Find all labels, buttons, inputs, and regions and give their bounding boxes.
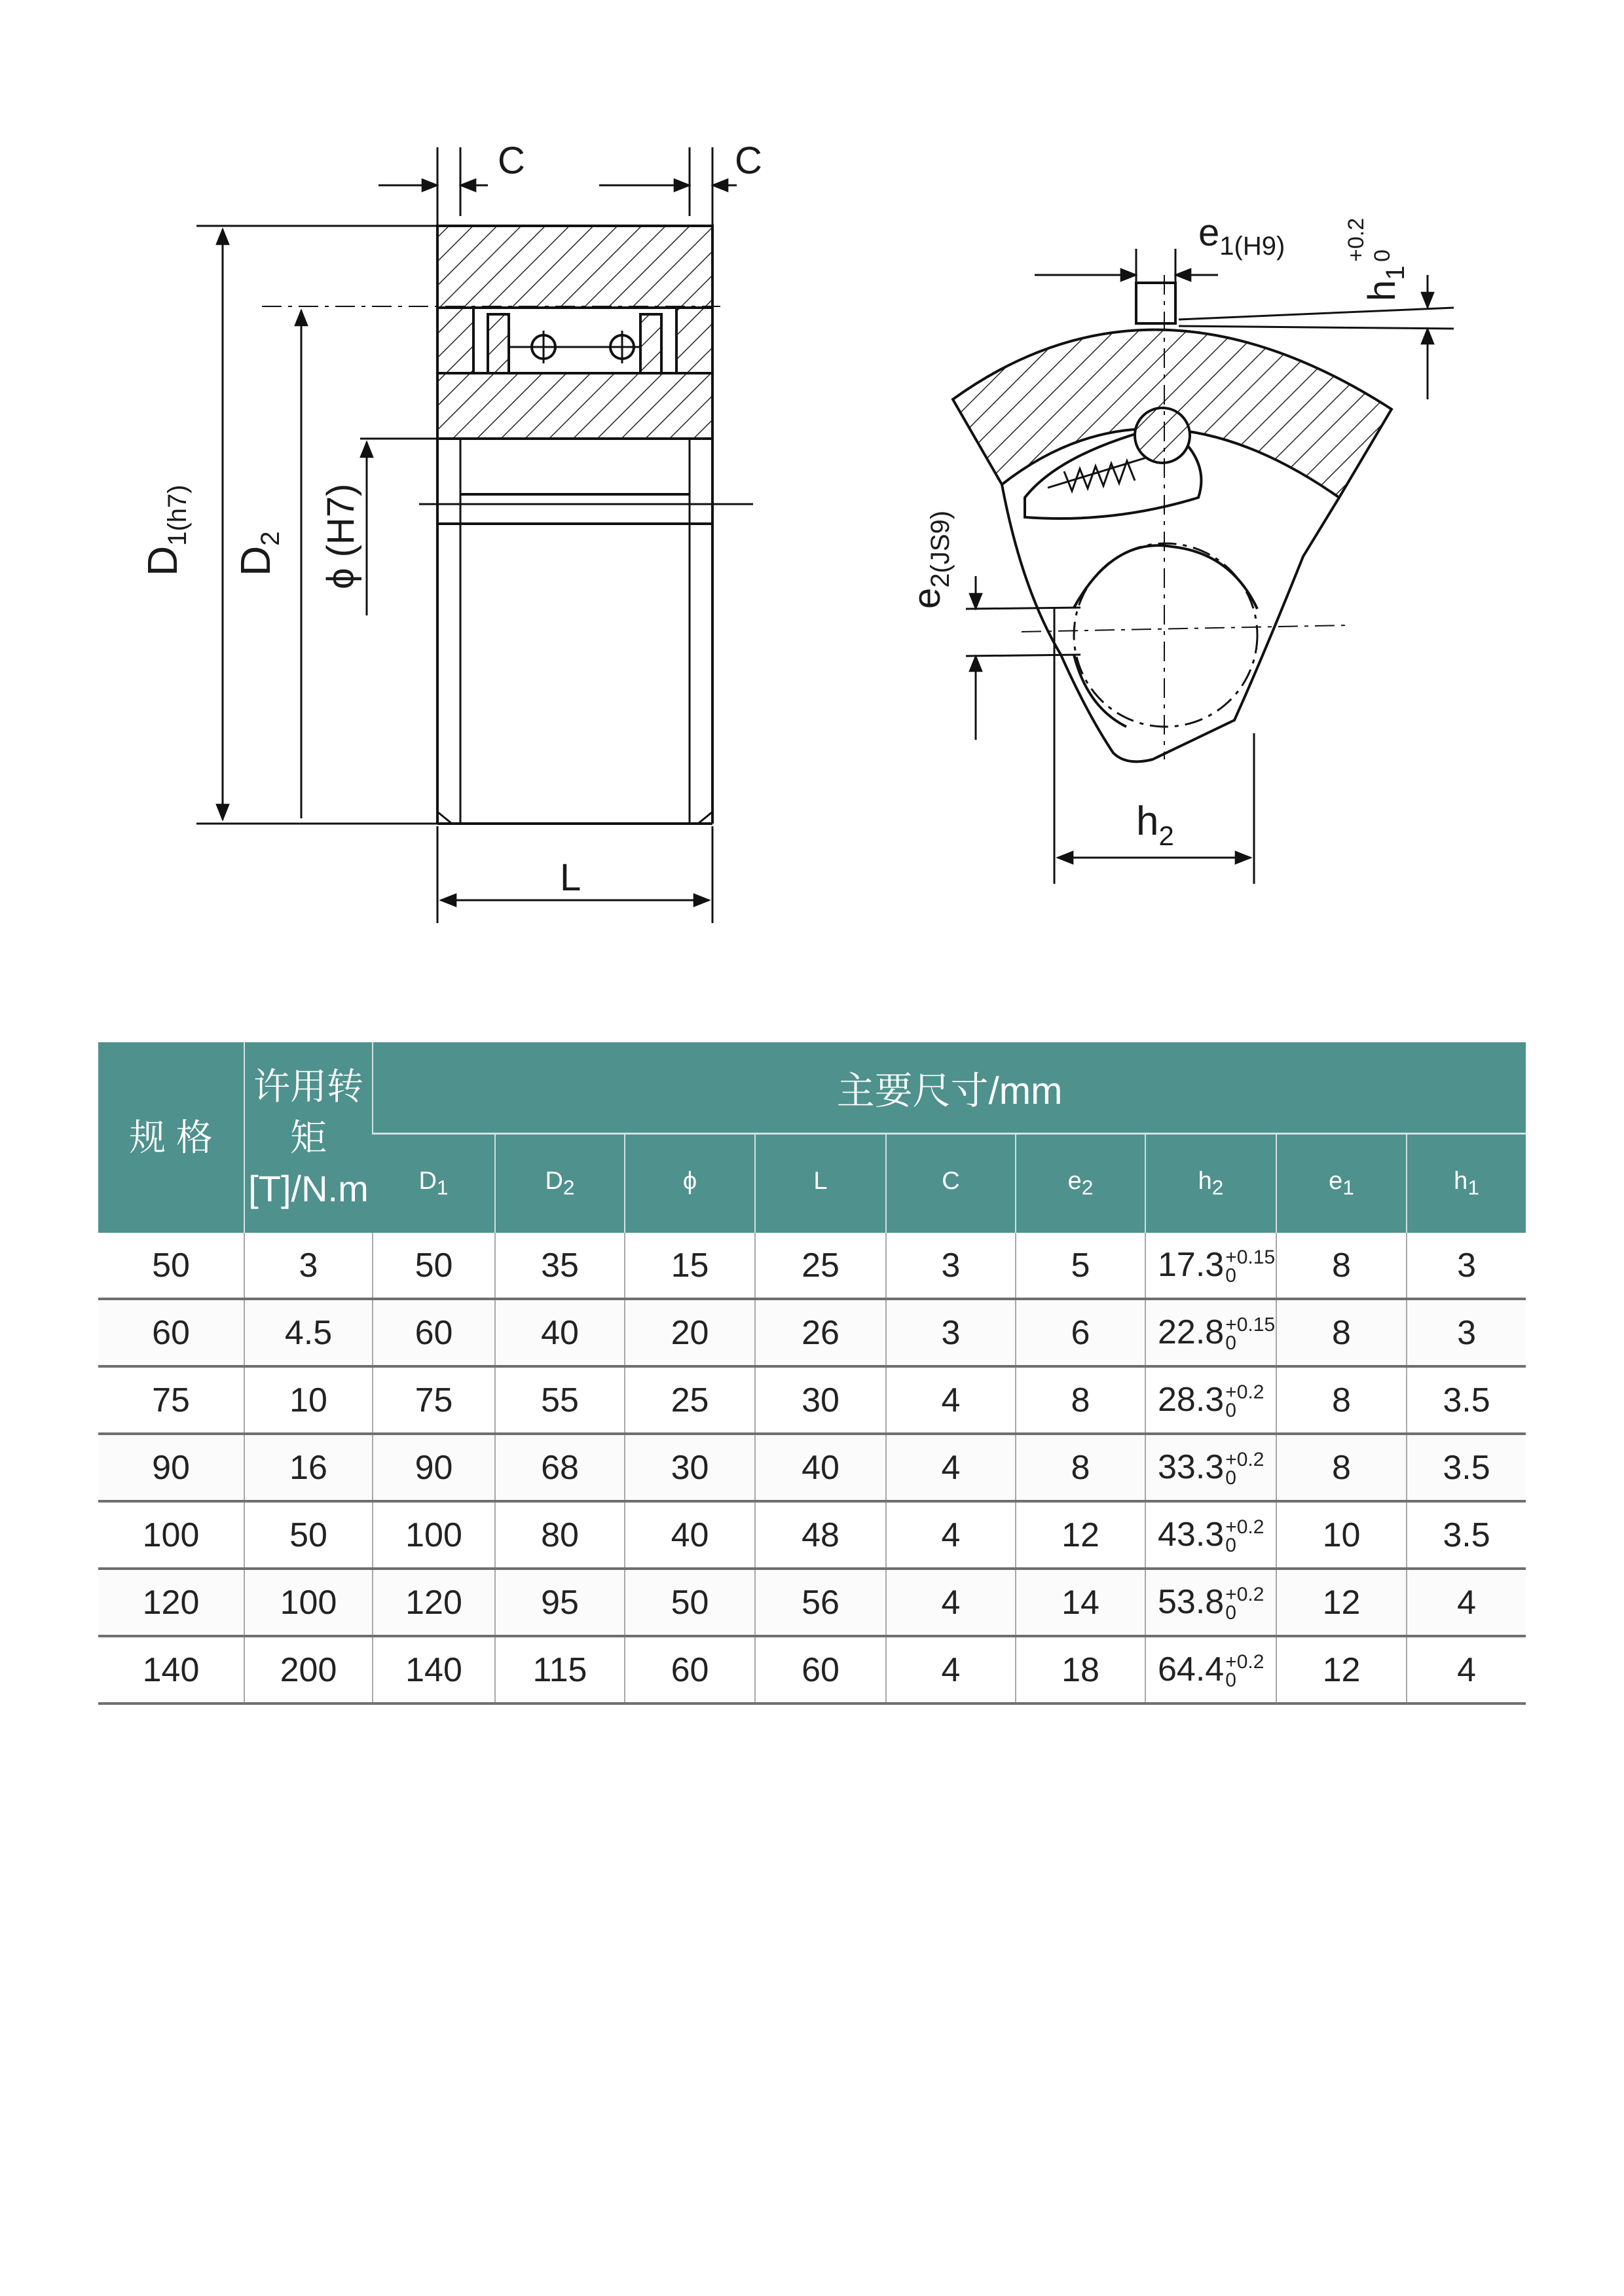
- e2-label-main: e: [906, 587, 948, 609]
- cell-h2: 17.3 +0.15 0: [1145, 1233, 1276, 1299]
- cell-spec: 120: [98, 1569, 244, 1636]
- cell-l: 56: [755, 1569, 886, 1636]
- cell-l: 60: [755, 1636, 886, 1704]
- bore-label: ϕ (H7): [320, 483, 362, 589]
- col-e1: $e_1$: [1276, 1134, 1407, 1233]
- cell-c: 3: [886, 1233, 1016, 1299]
- cell-e2: 18: [1016, 1636, 1145, 1704]
- col-d1: $D_1$: [373, 1134, 495, 1233]
- cell-c: 3: [886, 1299, 1016, 1366]
- cell-e1: 12: [1276, 1636, 1407, 1704]
- col-phi: ϕ: [625, 1134, 755, 1233]
- cell-phi: 50: [625, 1569, 755, 1636]
- col-l: L: [755, 1134, 886, 1233]
- cell-torque: 16: [244, 1434, 373, 1501]
- cell-d1: 140: [373, 1636, 495, 1704]
- cell-h1: 3.5: [1407, 1366, 1526, 1434]
- cell-d2: 55: [495, 1366, 625, 1434]
- inner-ring-section: [437, 373, 712, 439]
- cell-d2: 80: [495, 1501, 625, 1569]
- cell-e1: 8: [1276, 1434, 1407, 1501]
- torque-header: [244, 1042, 373, 1233]
- e1-label: [1198, 211, 1285, 261]
- cell-e2: 6: [1016, 1299, 1145, 1366]
- cell-spec: 90: [98, 1434, 244, 1501]
- cell-d1: 100: [373, 1501, 495, 1569]
- torque-header-line1: 许用转矩: [253, 1065, 363, 1158]
- cell-d1: 90: [373, 1434, 495, 1501]
- h1-label: [1361, 265, 1410, 301]
- cell-h2: 28.3 +0.2 0: [1145, 1366, 1276, 1434]
- h1-tol-lower: 0: [1370, 249, 1395, 262]
- cell-d2: 68: [495, 1434, 625, 1501]
- cell-phi: 30: [625, 1434, 755, 1501]
- cell-phi: 60: [625, 1636, 755, 1704]
- cell-d1: 50: [373, 1233, 495, 1299]
- cell-spec: 75: [98, 1366, 244, 1434]
- cell-h2: 43.3 +0.2 0: [1145, 1501, 1276, 1569]
- cell-l: 25: [755, 1233, 886, 1299]
- e2-label: [906, 511, 955, 609]
- cell-spec: 60: [98, 1299, 244, 1366]
- cell-c: 4: [886, 1434, 1016, 1501]
- cell-h2: 33.3 +0.2 0: [1145, 1434, 1276, 1501]
- cell-phi: 20: [625, 1299, 755, 1366]
- cell-d2: 35: [495, 1233, 625, 1299]
- cell-l: 26: [755, 1299, 886, 1366]
- cell-e1: 12: [1276, 1569, 1407, 1636]
- cell-l: 30: [755, 1366, 886, 1434]
- cell-e2: 8: [1016, 1434, 1145, 1501]
- cell-torque: 10: [244, 1366, 373, 1434]
- cell-torque: 3: [244, 1233, 373, 1299]
- cell-e2: 12: [1016, 1501, 1145, 1569]
- cell-e1: 8: [1276, 1233, 1407, 1299]
- e1-label-main: e: [1198, 211, 1220, 254]
- col-c: C: [886, 1134, 1016, 1233]
- c-right-label: C: [735, 139, 762, 182]
- cell-c: 4: [886, 1366, 1016, 1434]
- table-row: [98, 1366, 1526, 1434]
- technical-drawings: [0, 0, 1624, 949]
- cell-d1: 60: [373, 1299, 495, 1366]
- cell-spec: 100: [98, 1501, 244, 1569]
- cell-h1: 3: [1407, 1233, 1526, 1299]
- cell-torque: 4.5: [244, 1299, 373, 1366]
- d2-label-main: D: [232, 545, 279, 576]
- col-d2: $D_2$: [495, 1134, 625, 1233]
- cell-h1: 4: [1407, 1636, 1526, 1704]
- h1-label-main: h: [1361, 280, 1403, 301]
- h1-tol-upper: +0.2: [1344, 217, 1369, 262]
- cell-e1: 8: [1276, 1299, 1407, 1366]
- cell-phi: 25: [625, 1366, 755, 1434]
- table-row: [98, 1501, 1526, 1569]
- cell-c: 4: [886, 1636, 1016, 1704]
- d1-label: [139, 484, 192, 576]
- cell-d1: 75: [373, 1366, 495, 1434]
- table-row: [98, 1299, 1526, 1366]
- col-h2: $h_2$: [1145, 1134, 1276, 1233]
- length-label: L: [560, 856, 581, 899]
- cell-c: 4: [886, 1569, 1016, 1636]
- cell-c: 4: [886, 1501, 1016, 1569]
- cell-spec: 140: [98, 1636, 244, 1704]
- cell-torque: 200: [244, 1636, 373, 1704]
- cell-e2: 5: [1016, 1233, 1145, 1299]
- cell-l: 48: [755, 1501, 886, 1569]
- cell-spec: 50: [98, 1233, 244, 1299]
- cell-l: 40: [755, 1434, 886, 1501]
- inner-hub: [1002, 484, 1339, 761]
- front-view: [953, 275, 1392, 761]
- cell-e1: 10: [1276, 1501, 1407, 1569]
- cell-h2: 22.8 +0.15 0: [1145, 1299, 1276, 1366]
- cell-h1: 3.5: [1407, 1434, 1526, 1501]
- cell-h1: 3.5: [1407, 1501, 1526, 1569]
- table-row: [98, 1233, 1526, 1299]
- cell-d2: 40: [495, 1299, 625, 1366]
- col-h1: $h_1$: [1407, 1134, 1526, 1233]
- torque-header-line2: [T]/N.m: [248, 1167, 369, 1209]
- cell-phi: 15: [625, 1233, 755, 1299]
- cell-torque: 100: [244, 1569, 373, 1636]
- c-left-label: C: [498, 139, 525, 182]
- table-row: [98, 1636, 1526, 1704]
- cell-d1: 120: [373, 1569, 495, 1636]
- cell-d2: 115: [495, 1636, 625, 1704]
- h2-label: [1136, 799, 1174, 851]
- d2-label-sub: 2: [256, 531, 285, 546]
- d1-label-sub: 1(h7): [163, 484, 192, 546]
- h2-label-sub: 2: [1158, 820, 1174, 851]
- cell-phi: 40: [625, 1501, 755, 1569]
- cell-torque: 50: [244, 1501, 373, 1569]
- h2-label-main: h: [1136, 799, 1159, 844]
- cell-h1: 3: [1407, 1299, 1526, 1366]
- spec-header: 规 格: [98, 1042, 244, 1233]
- col-e2: $e_2$: [1016, 1134, 1145, 1233]
- e2-label-sub: 2(JS9): [926, 510, 955, 588]
- cell-e2: 14: [1016, 1569, 1145, 1636]
- cell-e1: 8: [1276, 1366, 1407, 1434]
- cell-h2: 53.8 +0.2 0: [1145, 1569, 1276, 1636]
- cell-h1: 4: [1407, 1569, 1526, 1636]
- cell-h2: 64.4 +0.2 0: [1145, 1636, 1276, 1704]
- d1-label-main: D: [139, 545, 186, 576]
- table-row: [98, 1434, 1526, 1501]
- d2-label: [232, 532, 285, 576]
- spec-table: [98, 1042, 1526, 1705]
- h1-label-sub: 1: [1381, 265, 1410, 280]
- e1-label-sub: 1(H9): [1219, 232, 1285, 261]
- cell-d2: 95: [495, 1569, 625, 1636]
- cell-e2: 8: [1016, 1366, 1145, 1434]
- dims-header: 主要尺寸/mm: [373, 1042, 1526, 1134]
- outer-ring-section: [437, 226, 712, 308]
- table-row: [98, 1569, 1526, 1636]
- roller: [1135, 408, 1190, 463]
